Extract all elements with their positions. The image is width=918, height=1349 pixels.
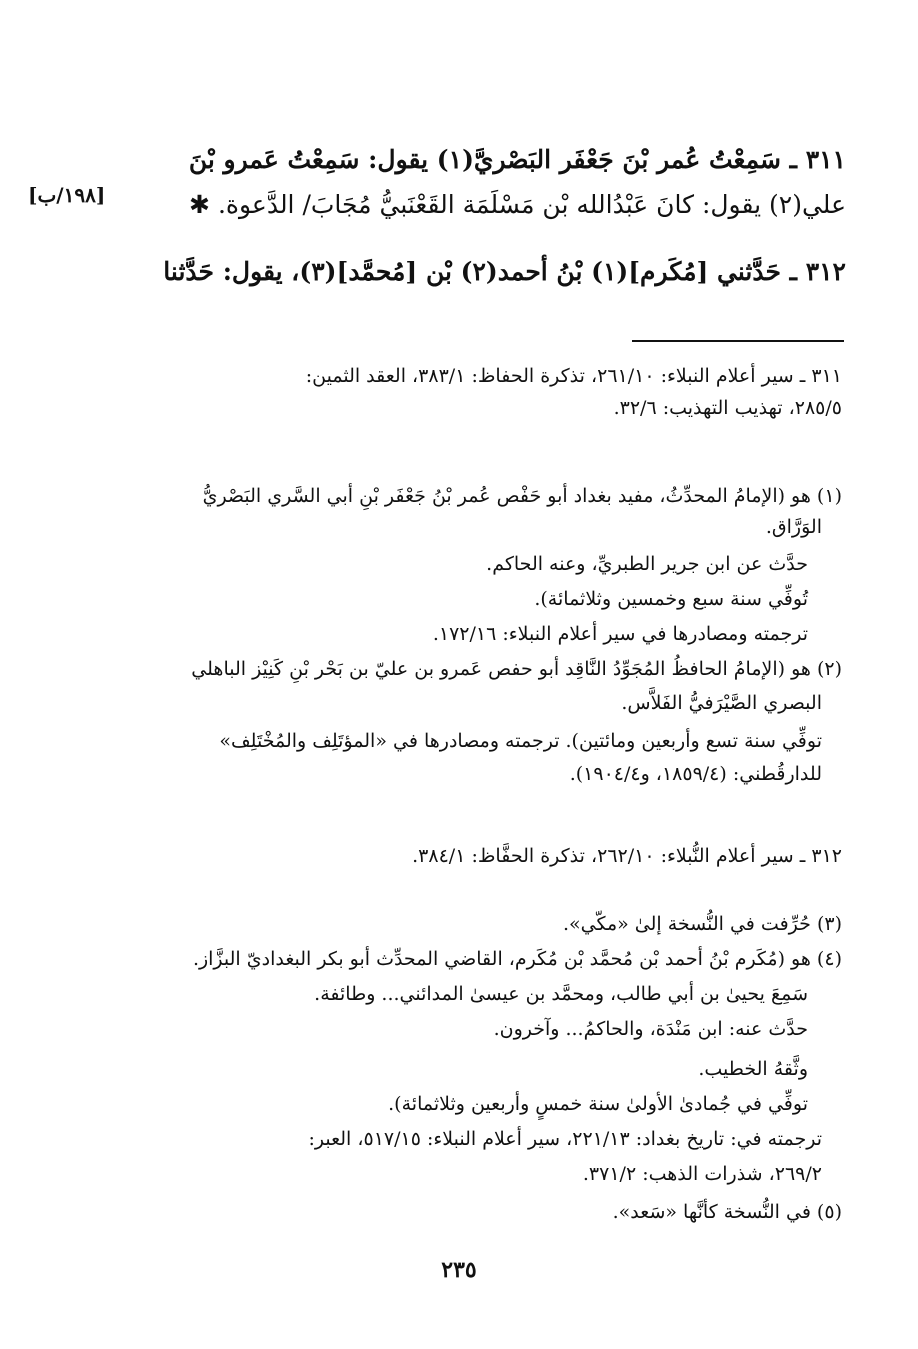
source-reference-312: ٣١٢ ـ سير أعلام النُّبلاء: ٢٦٢/١٠، تذكرة الحفَّاظ: ٣٨٤/١. [412,845,842,867]
footnote-divider [632,340,844,342]
footnote-4: (٤) هو (مُكَرم بْنُ أحمد بْن مُحمَّد بْن مُكَرم، القاضي المحدِّث أبو بكر البغداديّ البزَّاز. [192,948,842,970]
footnote-5: (٥) في النُّسخة كأنَّها «سَعد». [612,1201,842,1223]
footnote-3: (٣) حُرِّفت في النُّسخة إلىٰ «مكّي». [562,913,842,935]
manuscript-folio-note: [١٩٨/ب] [28,183,106,207]
footnote-4: ٢٦٩/٢، شذرات الذهب: ٣٧١/٢. [582,1163,822,1185]
main-text-line: ٣١١ ـ سَمِعْتُ عُمر بْنَ جَعْفَر البَصْريَّ(١) يقول: سَمِعْتُ عَمرو بْنَ [188,145,846,174]
footnote-2: للدارقُطني: (١٨٥٩/٤، و١٩٠٤/٤). [569,763,822,785]
footnote-1: (١) هو (الإمامُ المحدِّثُ، مفيد بغداد أبو حَفْص عُمر بْنُ جَعْفَر بْنِ أبي السَّري البَصْريُّ [202,485,842,507]
main-text-line: علي(٢) يقول: كانَ عَبْدُالله بْن مَسْلَمَة القَعْنَبيُّ مُجَابَ/ الدَّعوة. ✱ [189,190,846,219]
main-text-line: ٣١٢ ـ حَدَّثني [مُكَرم](١) بْنُ أحمد(٢) بْن [مُحمَّد](٣)، يقول: حَدَّثنا [163,257,846,286]
footnote-4: توفِّي في جُمادىٰ الأولىٰ سنة خمسٍ وأربعين وثلاثمائة). [388,1093,808,1115]
footnote-4: ترجمته في: تاريخ بغداد: ٢٢١/١٣، سير أعلام النبلاء: ٥١٧/١٥، العبر: [308,1128,822,1150]
footnote-1: تُوفِّي سنة سبع وخمسين وثلاثمائة). [534,588,808,610]
footnote-1: الوَرَّاق. [765,516,822,538]
footnote-1: حدَّث عن ابن جرير الطبريِّ، وعنه الحاكم. [486,553,808,575]
footnote-4: سَمِعَ يحيىٰ بن أبي طالب، ومحمَّد بن عيسىٰ المدائني... وطائفة. [314,983,808,1005]
source-reference-311: ٣١١ ـ سير أعلام النبلاء: ٢٦١/١٠، تذكرة الحفاظ: ٣٨٣/١، العقد الثمين: [305,365,842,387]
footnote-4: وثَّقهُ الخطيب. [698,1058,808,1080]
footnote-4: حدَّث عنه: ابن مَنْدَة، والحاكمُ... وآخرون. [493,1018,808,1040]
page-number: ٢٣٥ [441,1257,477,1283]
footnote-2: توفِّي سنة تسع وأربعين ومائتين). ترجمته ومصادرها في «المؤتَلِف والمُخْتَلِف» [219,730,822,752]
source-reference-311: ٢٨٥/٥، تهذيب التهذيب: ٣٢/٦. [613,397,842,419]
footnote-2: البصري الصَّيْرَفيُّ الفَلاَّس. [621,692,822,714]
footnote-1: ترجمته ومصادرها في سير أعلام النبلاء: ١٧٢/١٦. [432,623,808,645]
footnote-2: (٢) هو (الإمامُ الحافظُ المُجَوِّدُ النَّاقِد أبو حفص عَمرو بن عليّ بن بَحْر بْنِ كَنِيْز الباهلي [191,658,842,680]
